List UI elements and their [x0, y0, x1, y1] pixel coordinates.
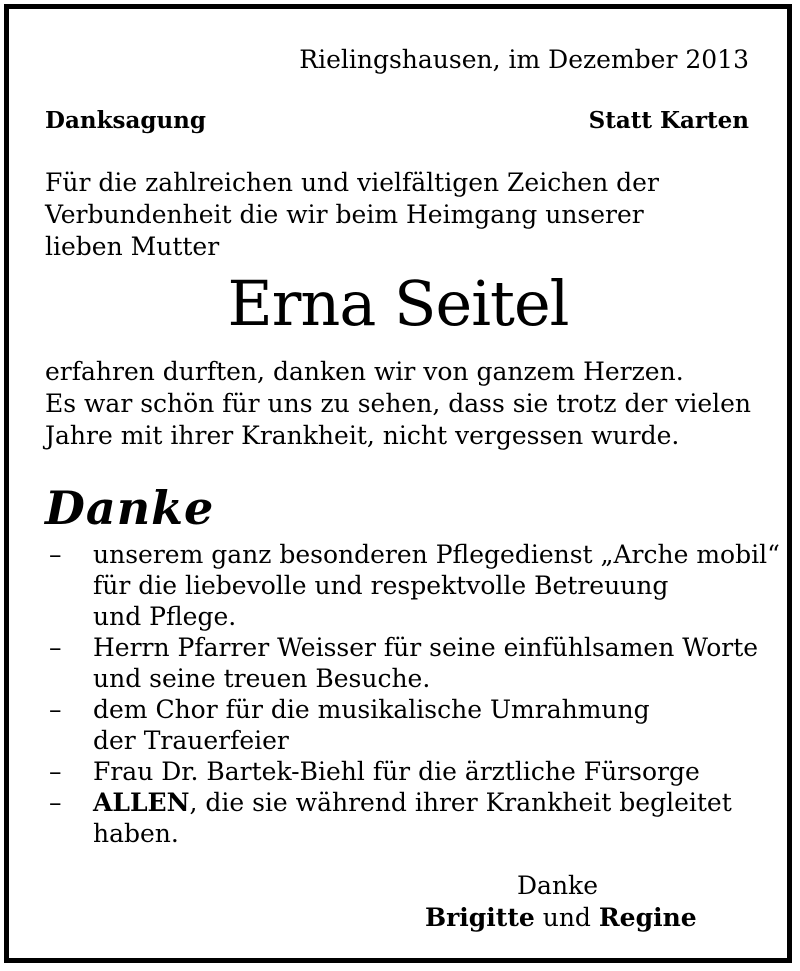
list-item-line: für die liebevolle und respektvolle Betreuung: [93, 571, 669, 600]
list-item: [45, 694, 780, 756]
list-dash: –: [49, 633, 62, 662]
middle-line: Es war schön für uns zu sehen, dass sie trotz der vielen: [45, 389, 752, 418]
heading-statt-karten: Statt Karten: [588, 107, 749, 134]
signature-danke-text: Danke: [517, 871, 598, 900]
list-item-line: Herrn Pfarrer Weisser für seine einfühlsamen Worte: [93, 633, 759, 662]
list-item-line: Frau Dr. Bartek-Biehl für die ärztliche Fürsorge: [93, 757, 700, 786]
signature-names: [425, 903, 697, 932]
list-item: [45, 787, 780, 849]
allen-emphasis: ALLEN: [93, 788, 190, 817]
deceased-name: Erna Seitel: [227, 267, 569, 340]
thanks-title: Danke: [45, 481, 215, 535]
place-date: Rielingshausen, im Dezember 2013: [299, 45, 749, 74]
thanks-list: [45, 539, 780, 849]
list-item-line: der Trauerfeier: [93, 726, 289, 755]
list-item-line: und Pflege.: [93, 602, 237, 631]
signature-name-regine: Regine: [598, 903, 697, 932]
obituary-thanks-notice: [4, 4, 792, 963]
intro-line: Für die zahlreichen und vielfältigen Zeichen der: [45, 168, 659, 197]
list-item-line: und seine treuen Besuche.: [93, 664, 431, 693]
list-item-line: [93, 787, 732, 818]
middle-paragraph: [45, 356, 751, 452]
list-dash: –: [49, 788, 62, 817]
middle-line: Jahre mit ihrer Krankheit, nicht vergessen wurde.: [45, 421, 680, 450]
intro-paragraph: [45, 167, 659, 263]
list-item: [45, 756, 780, 787]
signature-name-brigitte: Brigitte: [425, 903, 535, 932]
list-item: [45, 632, 780, 694]
list-item-line: dem Chor für die musikalische Umrahmung: [93, 695, 650, 724]
list-dash: –: [49, 540, 62, 569]
signature-connector: und: [542, 903, 591, 932]
intro-line: Verbundenheit die wir beim Heimgang unserer: [45, 200, 644, 229]
list-dash: –: [49, 757, 62, 786]
list-item-line: unserem ganz besonderen Pflegedienst „Arche mobil“: [93, 540, 780, 569]
middle-line: erfahren durften, danken wir von ganzem Herzen.: [45, 357, 684, 386]
list-item: [45, 539, 780, 632]
list-dash: –: [49, 695, 62, 724]
heading-danksagung: Danksagung: [45, 107, 206, 134]
list-item-text: , die sie während ihrer Krankheit begleitet: [189, 788, 732, 817]
list-item-line: haben.: [93, 819, 179, 848]
intro-line: lieben Mutter: [45, 232, 220, 261]
